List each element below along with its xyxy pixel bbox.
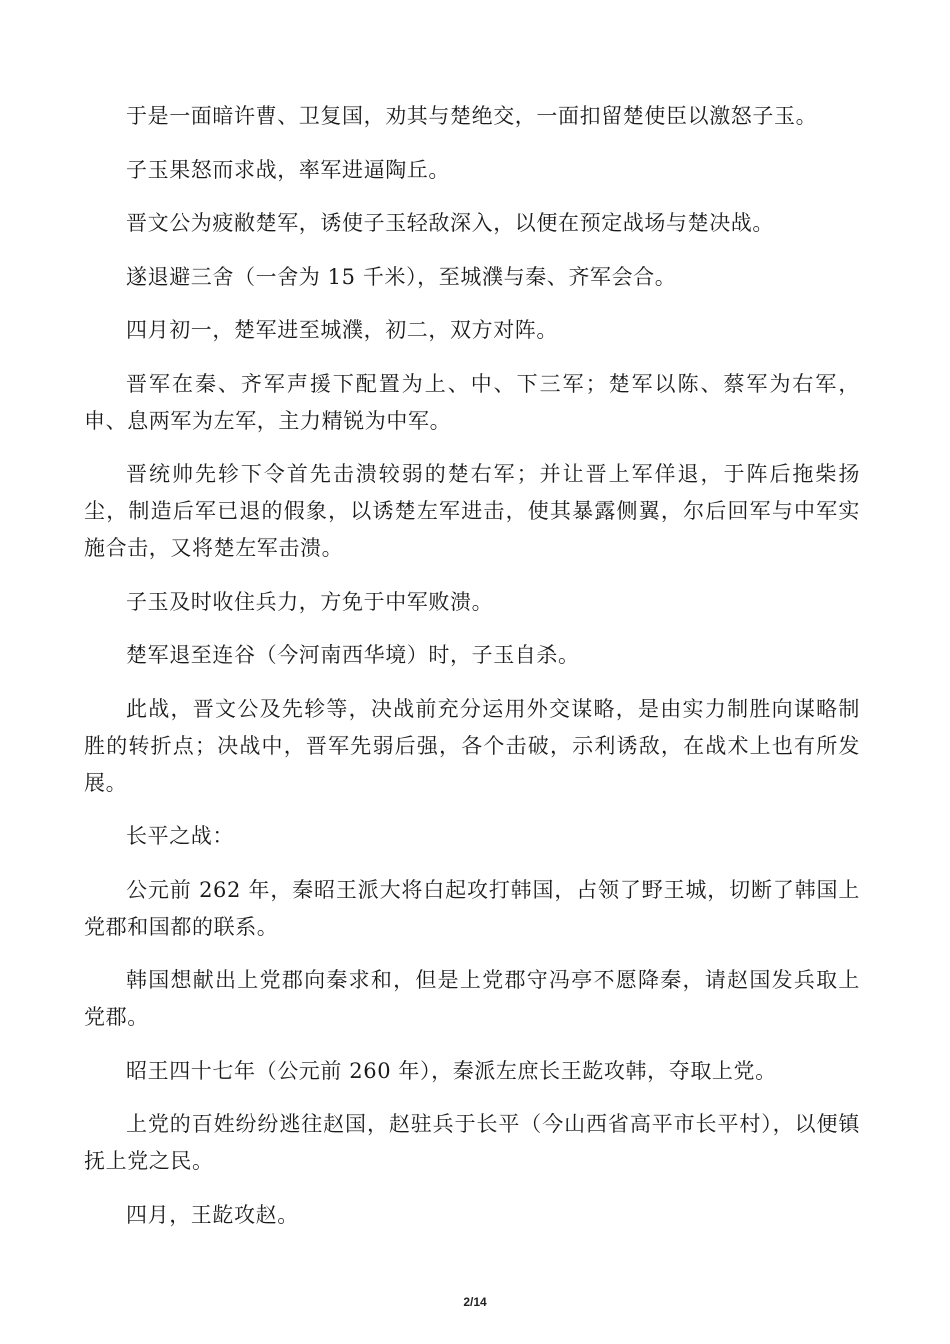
- paragraph: 子玉及时收住兵力，方免于中军败溃。: [126, 589, 494, 614]
- paragraph: 子玉果怒而求战，率军进逼陶丘。: [126, 157, 450, 182]
- paragraph: 昭王四十七年（公元前 260 年），秦派左庶长王龁攻韩，夺取上党。: [126, 1058, 777, 1083]
- paragraph: 于是一面暗许曹、卫复国，劝其与楚绝交，一面扣留楚使臣以激怒子玉。: [126, 104, 818, 128]
- paragraph: 晋统帅先轸下令首先击溃较弱的楚右军；并让晋上军佯退，于阵后拖柴扬尘，制造后军已退的假象，以诱楚左军进击，使其暴露侧翼，尔后回军与中军实施合击，又将楚左军击溃。: [84, 462, 860, 560]
- paragraph: 四月，王龁攻赵。: [126, 1202, 299, 1227]
- paragraph: 晋文公为疲敝楚军，诱使子玉轻敌深入，以便在预定战场与楚决战。: [126, 211, 774, 235]
- paragraph: 楚军退至连谷（今河南西华境）时，子玉自杀。: [126, 643, 580, 667]
- paragraph: 遂退避三舍（一舍为 15 千米），至城濮与秦、齐军会合。: [126, 264, 677, 289]
- paragraph: 此战，晋文公及先轸等，决战前充分运用外交谋略，是由实力制胜向谋略制胜的转折点；决战中，晋军先弱后强，各个击破，示利诱敌，在战术上也有所发展。: [84, 696, 860, 795]
- section-heading: 长平之战：: [126, 824, 234, 848]
- paragraph: 韩国想献出上党郡向秦求和，但是上党郡守冯亭不愿降秦，请赵国发兵取上党郡。: [84, 968, 860, 1029]
- document-body: [84, 98, 860, 1250]
- paragraph: 晋军在秦、齐军声援下配置为上、中、下三军；楚军以陈、蔡军为右军，申、息两军为左军，主力精锐为中军。: [84, 371, 860, 433]
- paragraph: 上党的百姓纷纷逃往赵国，赵驻兵于长平（今山西省高平市长平村），以便镇抚上党之民。: [84, 1112, 860, 1173]
- paragraph: 公元前 262 年，秦昭王派大将白起攻打韩国，占领了野王城，切断了韩国上党郡和国都的联系。: [84, 877, 860, 939]
- page-number: 2/14: [463, 1295, 487, 1309]
- paragraph: 四月初一，楚军进至城濮，初二，双方对阵。: [126, 318, 558, 342]
